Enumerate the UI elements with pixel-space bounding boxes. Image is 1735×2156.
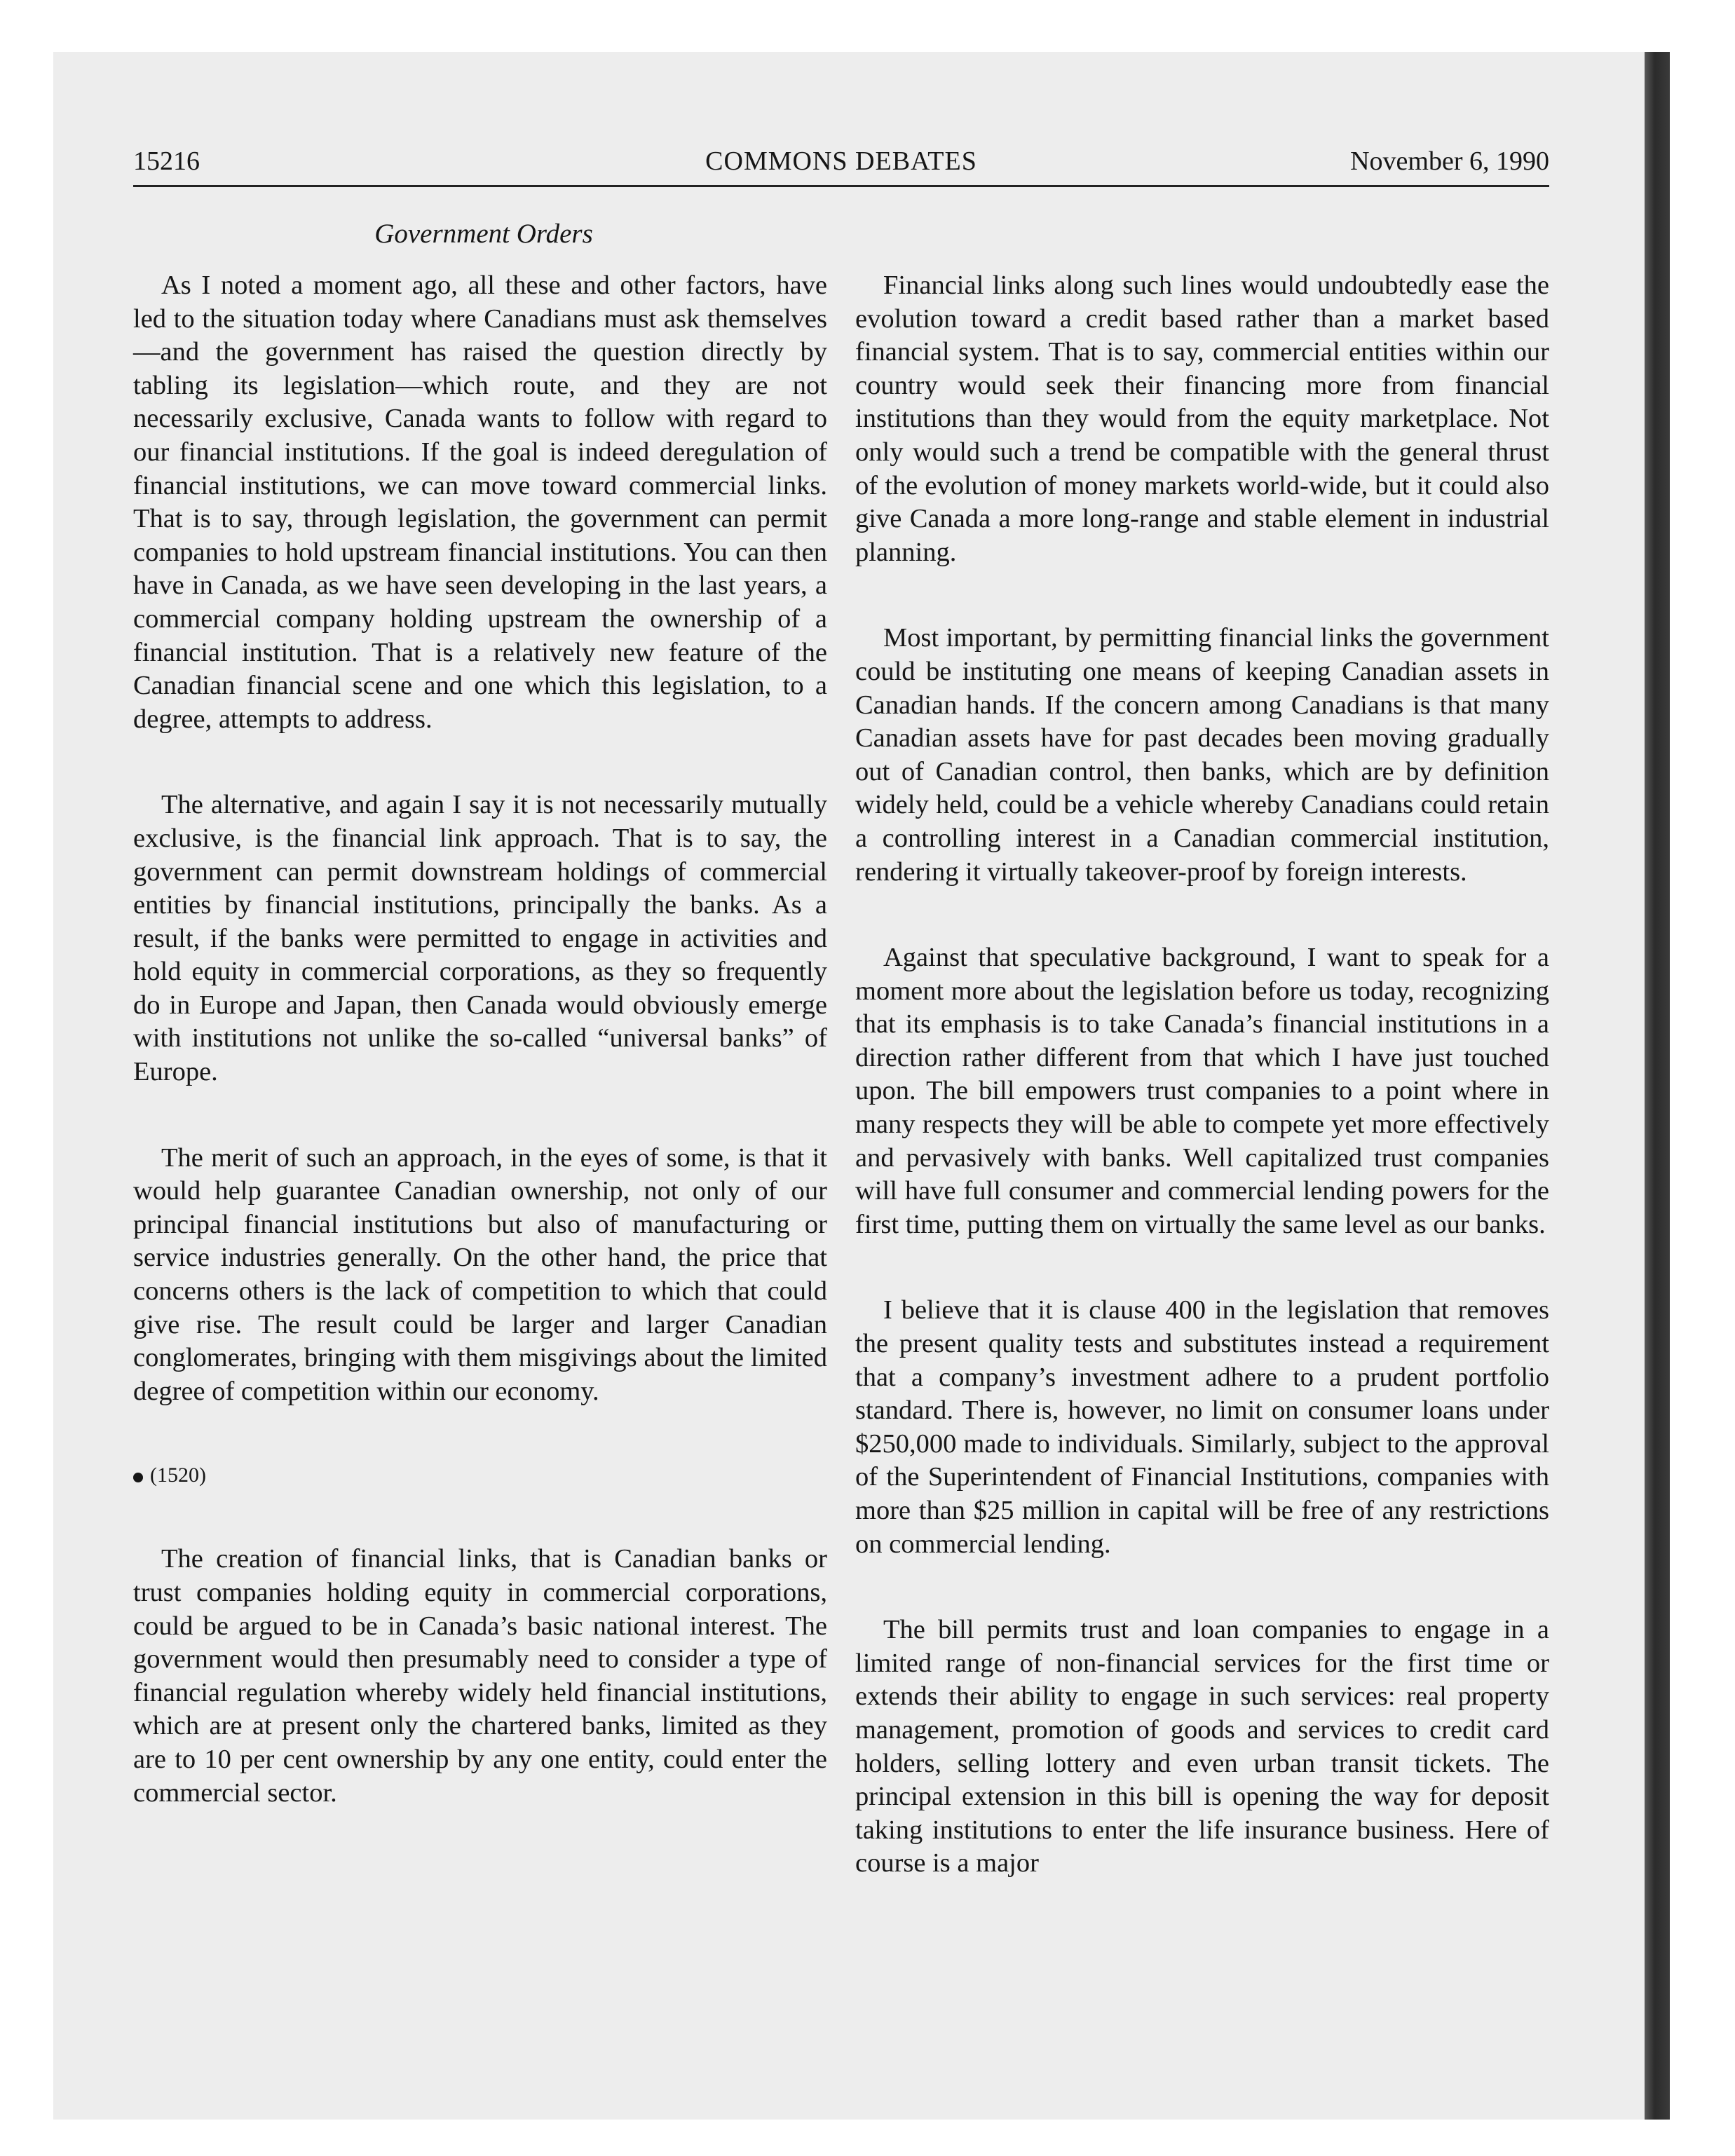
left-column bbox=[133, 269, 827, 1862]
header-rule bbox=[133, 185, 1549, 187]
section-heading: Government Orders bbox=[374, 219, 593, 249]
paragraph: Financial links along such lines would undoubtedly ease the evolution toward a credit based rather than a market based financial system. That is to say, commercial entities within our country would seek their financing more from financial institutions than they would from the equity marketplace. Not only would such a trend be compatible with the general thrust of the evolution of money markets world-wide, but it could also give Canada a more long-range and stable element in industrial planning. bbox=[855, 271, 1549, 567]
bullet-icon bbox=[133, 1473, 143, 1482]
page-number: 15216 bbox=[133, 146, 200, 176]
paragraph: As I noted a moment ago, all these and other factors, have led to the situation today where Canadians must ask themselves—and the government has raised the question directly by tabling its legislation—which route, and they are not necessarily exclusive, Canada wants to follow with regard to our financial institutions. If the goal is indeed deregulation of financial institutions, we can move toward commercial links. That is to say, through legislation, the government can permit companies to hold upstream financial institutions. You can then have in Canada, as we have seen developing in the last years, a commercial company holding upstream the ownership of a financial institution. That is a relatively new feature of the Canadian financial scene and one which this legislation, to a degree, attempts to address. bbox=[133, 271, 827, 734]
journal-title: COMMONS DEBATES bbox=[705, 146, 977, 176]
page-header bbox=[133, 143, 1549, 185]
right-column bbox=[855, 269, 1549, 1933]
issue-date: November 6, 1990 bbox=[1350, 146, 1549, 176]
paragraph: The merit of such an approach, in the eyes of some, is that it would help guarantee Canadian ownership, not only of our principal financial institutions but also of manufacturing or service industries generally. On the other hand, the price that concerns others is the lack of competition to which that could give rise. The result could be larger and larger Canadian conglomerates, bringing with them misgivings about the limited degree of competition within our economy. bbox=[133, 1142, 827, 1406]
paragraph: Most important, by permitting financial links the government could be instituting one means of keeping Canadian assets in Canadian hands. If the concern among Canadians is that many Canadian assets have for past decades been moving gradually out of Canadian control, then banks, which are by definition widely held, could be a vehicle whereby Canadians could retain a controlling interest in a Canadian commercial institution, rendering it virtually takeover-proof by foreign interests. bbox=[855, 623, 1549, 887]
time-marker-label: (1520) bbox=[150, 1464, 206, 1487]
scan-edge-shadow bbox=[1645, 52, 1670, 2120]
paragraph: The alternative, and again I say it is not necessarily mutually exclusive, is the financial link approach. That is to say, the government can permit downstream holdings of commercial entities by financial institutions, principally the banks. As a result, if the banks were permitted to engage in activities and hold equity in commercial corporations, as they so frequently do in Europe and Japan, then Canada would obviously emerge with institutions not unlike the so-called “universal banks” of Europe. bbox=[133, 790, 827, 1087]
paragraph: Against that speculative background, I want to speak for a moment more about the legislation before us today, recognizing that its emphasis is to take Canada’s financial institutions in a direction rather different from that which I have just touched upon. The bill empowers trust companies to a point where in many respects they will be able to compete yet more effectively and pervasively with banks. Well capitalized trust companies will have full consumer and commercial lending powers for the first time, putting them on virtually the same level as our banks. bbox=[855, 943, 1549, 1239]
time-marker bbox=[133, 1461, 827, 1490]
paragraph: The bill permits trust and loan companies to engage in a limited range of non-financial services for the first time or extends their ability to engage in such services: real property management, promotion of goods and services to credit card holders, selling lottery and even urban transit tickets. The principal extension in this bill is opening the way for deposit taking institutions to enter the life insurance business. Here of course is a major bbox=[855, 1615, 1549, 1878]
paragraph: The creation of financial links, that is Canadian banks or trust companies holding equity in commercial corporations, could be argued to be in Canada’s basic national interest. The government would then presumably need to consider a type of financial regulation whereby widely held financial institutions, which are at present only the chartered banks, limited as they are to 10 per cent ownership by any one entity, could enter the commercial sector. bbox=[133, 1544, 827, 1808]
paragraph: I believe that it is clause 400 in the legislation that removes the present quality tests and substitutes instead a requirement that a company’s investment adhere to a prudent portfolio standard. There is, however, no limit on consumer loans under $250,000 made to individuals. Similarly, subject to the approval of the Superintendent of Financial Institutions, companies with more than $25 million in capital will be free of any restrictions on commercial lending. bbox=[855, 1295, 1549, 1559]
